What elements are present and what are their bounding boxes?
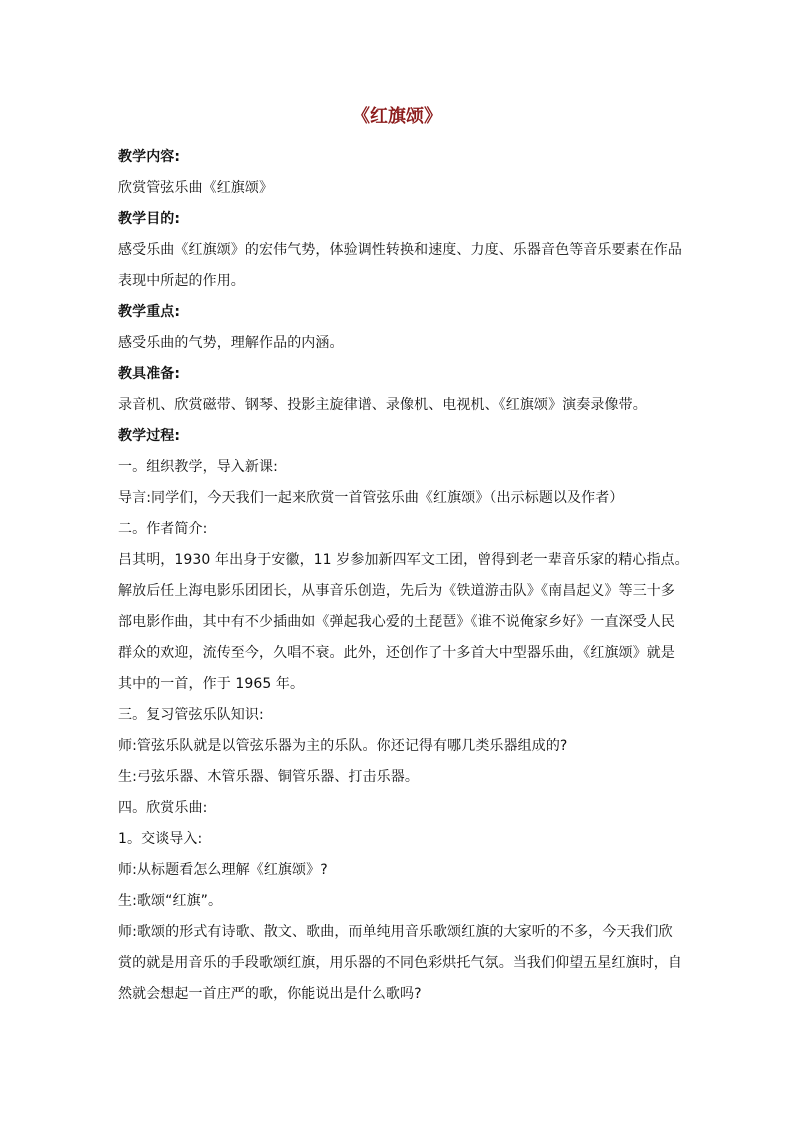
section-heading: 教学目的: — [118, 211, 181, 227]
text-line: 1。交谈导入: — [118, 831, 203, 847]
text-line: 欣赏管弦乐曲《红旗颂》 — [118, 180, 274, 196]
document-body — [118, 142, 689, 1010]
section-heading: 教学内容: — [118, 149, 181, 165]
text-line: 解放后任上海电影乐团团长，从事音乐创造，先后为《铁道游击队》《南昌起义》等三十多 — [118, 583, 675, 599]
text-line: 师:歌颂的形式有诗歌、散文、歌曲，而单纯用音乐歌颂红旗的大家听的不多，今天我们欣 — [118, 924, 673, 940]
text-line: 赏的就是用音乐的手段歌颂红旗，用乐器的不同色彩烘托气氛。当我们仰望五星红旗时，自 — [118, 955, 682, 971]
section-heading: 教学重点: — [118, 304, 181, 320]
text-line: 录音机、欣赏磁带、钢琴、投影主旋律谱、录像机、电视机、《红旗颂》演奏录像带。 — [118, 397, 647, 413]
text-line: 群众的欢迎，流传至今，久唱不衰。此外，还创作了十多首大中型器乐曲，《红旗颂》就是 — [118, 645, 675, 661]
text-line: 师:管弦乐队就是以管弦乐器为主的乐队。你还记得有哪几类乐器组成的? — [118, 738, 568, 754]
text-line: 然就会想起一首庄严的歌，你能说出是什么歌吗? — [118, 986, 422, 1002]
text-line: 一。组织教学，导入新课: — [118, 459, 278, 475]
text-line: 表现中所起的作用。 — [118, 273, 245, 289]
text-line: 其中的一首，作于 1965 年。 — [118, 676, 305, 692]
text-line: 生:歌颂“红旗”。 — [118, 893, 223, 909]
text-line: 部电影作曲，其中有不少插曲如《弹起我心爱的土琵琶》《谁不说俺家乡好》一直深受人民 — [118, 614, 675, 630]
text-line: 导言:同学们，今天我们一起来欣赏一首管弦乐曲《红旗颂》（出示标题以及作者） — [118, 490, 624, 506]
section-heading: 教具准备: — [118, 366, 181, 382]
text-line: 师:从标题看怎么理解《红旗颂》? — [118, 862, 328, 878]
text-line: 四。欣赏乐曲: — [118, 800, 208, 816]
text-line: 吕其明，1930 年出身于安徽，11 岁参加新四军文工团，曾得到老一辈音乐家的精心指点。 — [118, 552, 689, 568]
text-line: 二。作者简介: — [118, 521, 208, 537]
page-title: 《红旗颂》 — [352, 106, 442, 127]
text-line: 三。复习管弦乐队知识: — [118, 707, 264, 723]
text-line: 感受乐曲的气势，理解作品的内涵。 — [118, 335, 344, 351]
text-line: 生:弓弦乐器、木管乐器、铜管乐器、打击乐器。 — [118, 769, 419, 785]
text-line: 感受乐曲《红旗颂》的宏伟气势，体验调性转换和速度、力度、乐器音色等音乐要素在作品 — [118, 242, 682, 258]
section-heading: 教学过程: — [118, 428, 181, 444]
